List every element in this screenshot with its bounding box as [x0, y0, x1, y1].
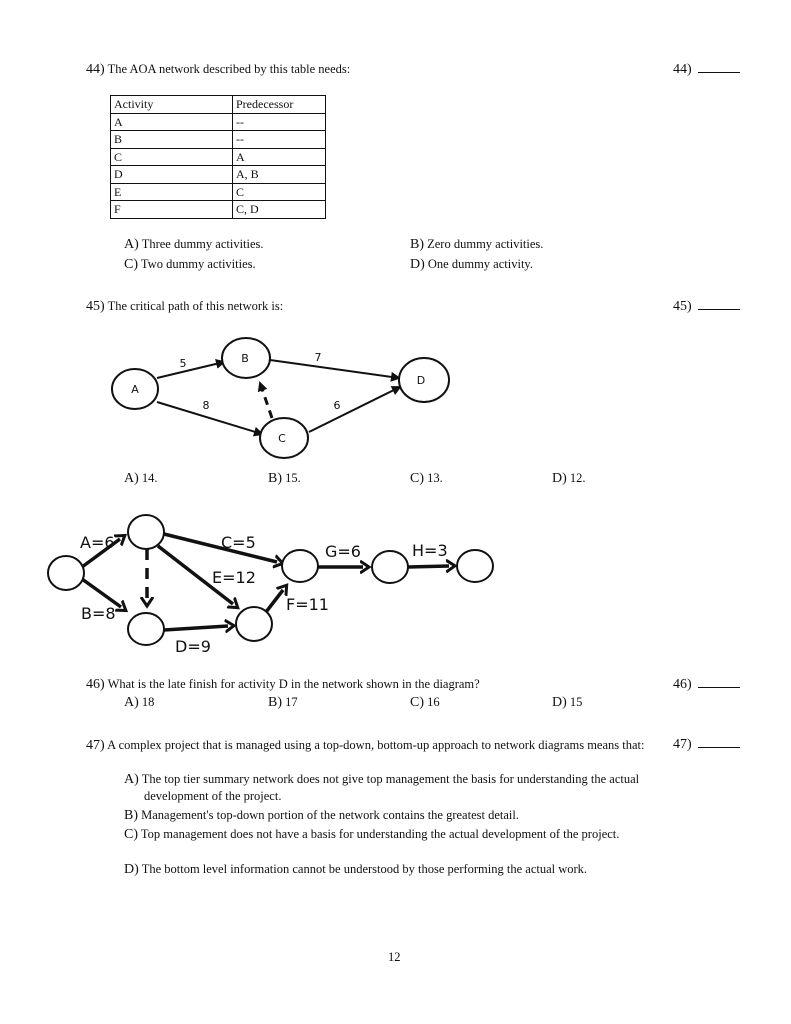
q47-option-a[interactable] — [124, 771, 674, 805]
q47-question — [86, 737, 661, 754]
option-letter: A) — [124, 695, 139, 710]
node-7 — [457, 550, 493, 582]
option-text: The top tier summary network does not give top management the basis for understanding the actual development of the project. — [141, 772, 640, 803]
diagram2-nodes — [48, 515, 493, 645]
option-text: 14. — [141, 471, 158, 485]
q45-option-b[interactable] — [268, 471, 301, 487]
table-cell: B — [111, 131, 233, 149]
option-text: Three dummy activities. — [141, 237, 264, 251]
edge-c-b-dummy — [260, 383, 272, 418]
q44-blank-number: 44) — [673, 62, 692, 77]
table-cell: A — [111, 113, 233, 131]
edge-label-b-d: 7 — [314, 351, 322, 364]
q47-blank-number: 47) — [673, 737, 692, 752]
table-cell: F — [111, 201, 233, 219]
option-letter: D) — [124, 862, 139, 877]
table-cell: C — [111, 148, 233, 166]
edge-label-a: A=6 — [80, 533, 115, 552]
table-cell: C — [233, 183, 326, 201]
edge-label-c: C=5 — [221, 533, 256, 552]
edge-label-a-b: 5 — [179, 357, 187, 370]
option-letter: D) — [552, 471, 567, 486]
option-letter: B) — [410, 237, 424, 252]
q47-option-d[interactable] — [124, 861, 674, 878]
q45-number: 45) — [86, 299, 105, 314]
edge-a-c — [157, 402, 262, 434]
table-cell: A — [233, 148, 326, 166]
q47-text: A complex project that is managed using a top-down, bottom-up approach to network diagrams means that: — [107, 738, 645, 752]
edge-label-f: F=11 — [286, 595, 329, 614]
edge-label-h: H=3 — [412, 541, 448, 560]
node-label-d: D — [416, 374, 426, 387]
option-text: 12. — [569, 471, 586, 485]
option-letter: B) — [268, 695, 282, 710]
edge-6-7 — [408, 566, 449, 567]
edge-label-b: B=8 — [81, 604, 116, 623]
option-text: 17 — [285, 695, 298, 709]
edge-label-c-d: 6 — [333, 399, 341, 412]
q45-option-a[interactable] — [124, 471, 158, 487]
table-cell: C, D — [233, 201, 326, 219]
q45-blank-number: 45) — [673, 299, 692, 314]
option-text: 13. — [427, 471, 443, 485]
q46-option-c[interactable] — [410, 695, 440, 711]
edge-label-e: E=12 — [212, 568, 256, 587]
option-text: One dummy activity. — [427, 257, 533, 271]
q47-answer-blank[interactable] — [673, 737, 740, 753]
option-letter: B) — [124, 808, 138, 823]
q47-option-b[interactable] — [124, 807, 674, 824]
option-text: 15 — [569, 695, 583, 709]
option-letter: D) — [552, 695, 567, 710]
option-letter: C) — [410, 695, 424, 710]
q46-text: What is the late finish for activity D in the network shown in the diagram? — [107, 677, 480, 691]
node-3 — [128, 613, 164, 645]
edge-b-d — [270, 360, 399, 378]
option-text: Top management does not have a basis for understanding the actual development of the project. — [140, 827, 620, 841]
q46-answer-blank[interactable] — [673, 677, 740, 693]
q44-number: 44) — [86, 62, 105, 77]
q46-blank-number: 46) — [673, 677, 692, 692]
node-label-c: C — [278, 432, 286, 445]
q46-number: 46) — [86, 677, 105, 692]
page-number: 12 — [388, 950, 401, 964]
q46-blank-line[interactable] — [698, 677, 740, 688]
table-cell: -- — [233, 131, 326, 149]
edge-label-a-c: 8 — [202, 399, 210, 412]
node-label-b: B — [241, 352, 249, 365]
edge-label-d: D=9 — [175, 637, 211, 656]
table-cell: E — [111, 183, 233, 201]
edge-a-b — [157, 362, 224, 378]
table-cell: D — [111, 166, 233, 184]
option-letter: C) — [124, 257, 138, 272]
option-text: 16 — [427, 695, 440, 709]
q46-option-a[interactable] — [124, 695, 154, 711]
option-text: Zero dummy activities. — [427, 237, 544, 251]
edge-3-4 — [164, 626, 228, 630]
table-cell: -- — [233, 113, 326, 131]
option-letter: C) — [410, 471, 424, 486]
edge-1-3 — [82, 579, 121, 607]
node-4 — [236, 607, 272, 641]
q47-number: 47) — [86, 738, 105, 753]
option-text: 18 — [141, 695, 155, 709]
node-label-a: A — [131, 383, 139, 396]
node-1 — [48, 556, 84, 590]
table-header-activity: Activity — [111, 96, 233, 114]
q46-option-d[interactable] — [552, 695, 582, 711]
option-letter: C) — [124, 827, 138, 842]
node-5 — [282, 550, 318, 582]
option-letter: A) — [124, 772, 139, 787]
option-text: Two dummy activities. — [140, 257, 256, 271]
q44-text: The AOA network described by this table needs: — [107, 62, 351, 76]
q45-option-d[interactable] — [552, 471, 586, 487]
q46-option-b[interactable] — [268, 695, 298, 711]
q45-text: The critical path of this network is: — [107, 299, 284, 313]
q46-question — [86, 677, 480, 693]
q47-blank-line[interactable] — [698, 737, 740, 748]
edge-4-5 — [266, 590, 283, 612]
option-letter: D) — [410, 257, 425, 272]
q45-option-c[interactable] — [410, 471, 443, 487]
table-header-predecessor: Predecessor — [233, 96, 326, 114]
option-letter: B) — [268, 471, 282, 486]
option-letter: A) — [124, 471, 139, 486]
edge-c-d — [309, 387, 400, 432]
edge-label-g: G=6 — [325, 542, 361, 561]
option-text: 15. — [285, 471, 301, 485]
option-letter: A) — [124, 237, 139, 252]
node-6 — [372, 551, 408, 583]
table-cell: A, B — [233, 166, 326, 184]
option-text: Management's top-down portion of the network contains the greatest detail. — [141, 808, 519, 822]
option-text: The bottom level information cannot be understood by those performing the actual work. — [141, 862, 588, 876]
q47-option-c[interactable] — [124, 826, 674, 843]
node-2 — [128, 515, 164, 549]
